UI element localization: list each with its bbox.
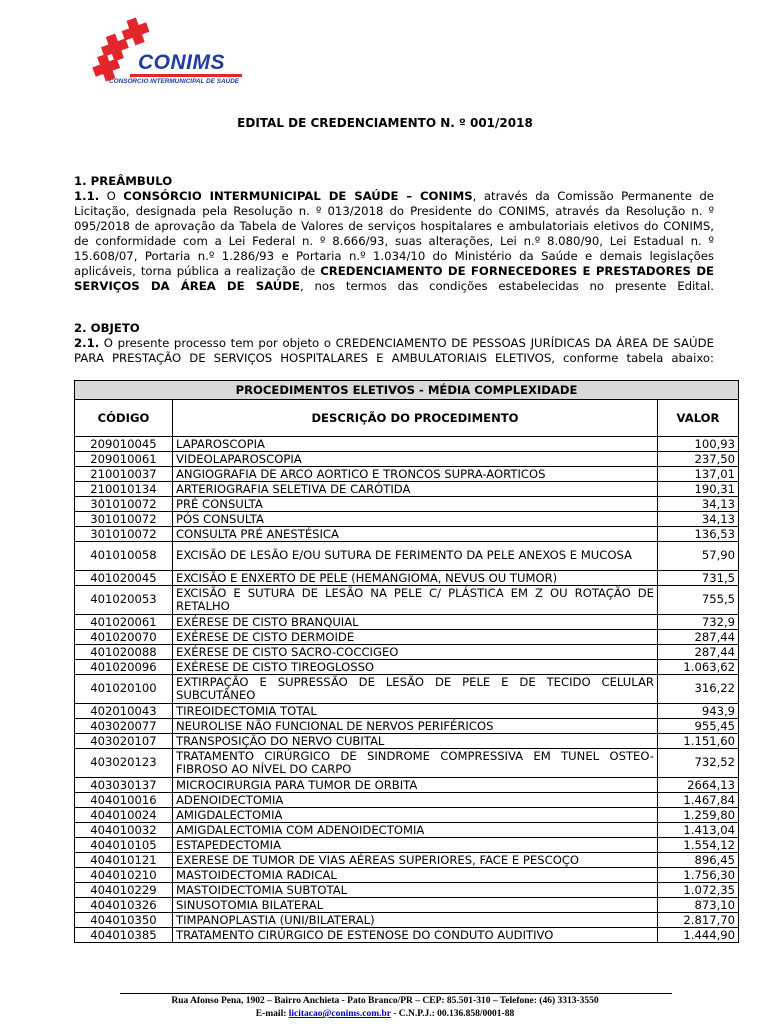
row-code: 403030137	[75, 778, 173, 793]
row-value: 287,44	[658, 645, 739, 660]
row-code: 404010024	[75, 808, 173, 823]
row-value: 136,53	[658, 527, 739, 542]
row-code: 401020070	[75, 630, 173, 645]
section-1-text-a: O	[99, 189, 124, 203]
section-2-heading: 2. OBJETO	[74, 321, 140, 335]
row-description: EXCISÃO E ENXERTO DE PELE (HEMANGIOMA, NEVUS OU TUMOR)	[173, 571, 658, 586]
row-code: 403020123	[75, 749, 173, 778]
table-row	[75, 497, 739, 512]
table-row	[75, 749, 739, 778]
table-row	[75, 808, 739, 823]
row-description: MICROCIRURGIA PARA TUMOR DE ORBITA	[173, 778, 658, 793]
section-1-number: 1.1.	[74, 189, 100, 203]
row-code: 401020053	[75, 586, 173, 615]
row-value: 316,22	[658, 675, 739, 704]
row-value: 190,31	[658, 482, 739, 497]
row-code: 210010134	[75, 482, 173, 497]
row-value: 287,44	[658, 630, 739, 645]
row-value: 100,93	[658, 437, 739, 452]
table-row	[75, 512, 739, 527]
table-row	[75, 571, 739, 586]
logo-name: CONIMS	[138, 51, 225, 74]
row-value: 1.467,84	[658, 793, 739, 808]
section-1-text-b: , através da Comissão Permanente de Licitação, designada pela Resolução n. º 013/2018 do Presidente do CONIMS, através da Resolução n. º 095/2018 de aprovação da Tabela de Valores de serviços hospitalares e ambulatoriais eletivos do CONIMS, de conformidade com a Lei Federal n. º 8.666/93, suas alterações, Lei n.º 8.080/90, Lei Estadual n. º 15.608/07, Portaria n.º 1.286/93 e Portaria n.º 1.034/10 do Ministério da Saúde e demais legislações aplicáveis, torna pública a realização de	[74, 189, 714, 278]
row-description: VIDEOLAPAROSCOPIA	[173, 452, 658, 467]
row-value: 755,5	[658, 586, 739, 615]
row-code: 404010350	[75, 913, 173, 928]
row-description: ADENOIDECTOMIA	[173, 793, 658, 808]
row-value: 137,01	[658, 467, 739, 482]
row-value: 732,9	[658, 615, 739, 630]
row-description: EXÉRESE DE CISTO BRANQUIAL	[173, 615, 658, 630]
row-description: AMIGDALECTOMIA	[173, 808, 658, 823]
row-description: EXTIRPAÇÃO E SUPRESSÃO DE LESÃO DE PELE E DE TECIDO CELULAR SUBCUTÂNEO	[173, 675, 658, 704]
row-value: 34,13	[658, 497, 739, 512]
row-description: ESTAPEDECTOMIA	[173, 838, 658, 853]
row-description: TIMPANOPLASTIA (UNI/BILATERAL)	[173, 913, 658, 928]
row-description: MASTOIDECTOMIA SUBTOTAL	[173, 883, 658, 898]
footer-email-link[interactable]: licitacao@conims.com.br	[288, 1009, 391, 1019]
row-value: 731,5	[658, 571, 739, 586]
row-value: 955,45	[658, 719, 739, 734]
row-description: EXÉRESE DE CISTO SACRO-COCCIGEO	[173, 645, 658, 660]
row-value: 1.063,62	[658, 660, 739, 675]
table-row	[75, 437, 739, 452]
row-code: 404010210	[75, 868, 173, 883]
row-value: 732,52	[658, 749, 739, 778]
header-description: DESCRIÇÃO DO PROCEDIMENTO	[173, 400, 658, 437]
table-body	[75, 437, 739, 943]
section-1-heading: 1. PREÂMBULO	[74, 174, 173, 188]
header-value: VALOR	[658, 400, 739, 437]
row-value: 1.259,80	[658, 808, 739, 823]
row-code: 404010121	[75, 853, 173, 868]
row-description: AMIGDALECTOMIA COM ADENOIDECTOMIA	[173, 823, 658, 838]
table-row	[75, 793, 739, 808]
table-row	[75, 660, 739, 675]
table-row	[75, 883, 739, 898]
procedures-table	[74, 380, 739, 943]
table-row	[75, 542, 739, 571]
table-row	[75, 630, 739, 645]
table-title: PROCEDIMENTOS ELETIVOS - MÉDIA COMPLEXIDADE	[75, 381, 739, 400]
row-code: 401020061	[75, 615, 173, 630]
row-value: 1.151,60	[658, 734, 739, 749]
table-row	[75, 586, 739, 615]
row-description: TRANSPOSIÇÃO DO NERVO CUBITAL	[173, 734, 658, 749]
table-row	[75, 868, 739, 883]
row-code: 401020096	[75, 660, 173, 675]
logo-subtitle: CONSÓRCIO INTERMUNICIPAL DE SAÚDE	[109, 78, 240, 85]
row-value: 57,90	[658, 542, 739, 571]
row-description: EXCISÃO E SUTURA DE LESÃO NA PELE C/ PLÁSTICA EM Z OU ROTAÇÃO DE RETALHO	[173, 586, 658, 615]
row-code: 404010326	[75, 898, 173, 913]
row-code: 404010016	[75, 793, 173, 808]
table-row	[75, 615, 739, 630]
table-row	[75, 452, 739, 467]
row-code: 404010385	[75, 928, 173, 943]
header-code: CÓDIGO	[75, 400, 173, 437]
row-description: TIREOIDECTOMIA TOTAL	[173, 704, 658, 719]
footer-address: Rua Afonso Pena, 1902 – Bairro Anchieta - Pato Branco/PR – CEP: 85.501-310 – Telefone: (46) 3313-3550	[171, 996, 599, 1006]
row-code: 404010229	[75, 883, 173, 898]
footer-cnpj: - C.N.P.J.: 00.136.858/0001-88	[390, 1009, 515, 1019]
table-row	[75, 467, 739, 482]
row-description: EXERESE DE TUMOR DE VIAS AÉREAS SUPERIORES, FACE E PESCOÇO	[173, 853, 658, 868]
table-row	[75, 645, 739, 660]
table-row	[75, 734, 739, 749]
row-value: 896,45	[658, 853, 739, 868]
row-description: EXÉRESE DE CISTO TIREOGLOSSO	[173, 660, 658, 675]
row-description: SINUSOTOMIA BILATERAL	[173, 898, 658, 913]
row-code: 404010032	[75, 823, 173, 838]
row-value: 2664,13	[658, 778, 739, 793]
row-description: NEUROLISE NÃO FUNCIONAL DE NERVOS PERIFÉRICOS	[173, 719, 658, 734]
table-row	[75, 928, 739, 943]
row-value: 1.756,30	[658, 868, 739, 883]
row-description: TRATAMENTO CIRÚRGICO DE ESTENOSE DO CONDUTO AUDITIVO	[173, 928, 658, 943]
row-value: 237,50	[658, 452, 739, 467]
row-code: 210010037	[75, 467, 173, 482]
document-title: EDITAL DE CREDENCIAMENTO N. º 001/2018	[237, 116, 533, 130]
row-description: PÓS CONSULTA	[173, 512, 658, 527]
row-code: 403020077	[75, 719, 173, 734]
table-row	[75, 778, 739, 793]
row-value: 943,9	[658, 704, 739, 719]
row-value: 873,10	[658, 898, 739, 913]
row-code: 301010072	[75, 527, 173, 542]
table-row	[75, 482, 739, 497]
table-row	[75, 823, 739, 838]
table-row	[75, 838, 739, 853]
table-row	[75, 913, 739, 928]
table-row	[75, 704, 739, 719]
table-row	[75, 853, 739, 868]
footer-email-label: E-mail:	[255, 1009, 289, 1019]
row-code: 401020100	[75, 675, 173, 704]
row-value: 1.444,90	[658, 928, 739, 943]
section-1-credenciamento: CREDENCIAMENTO DE FORNECEDORES E PRESTADORES DE SERVIÇOS DA ÁREA DE SAÚDE	[74, 264, 715, 293]
row-value: 1.413,04	[658, 823, 739, 838]
table-row	[75, 675, 739, 704]
section-2-text: O presente processo tem por objeto o CREDENCIAMENTO DE PESSOAS JURÍDICAS DA ÁREA DE SAÚDE PARA PRESTAÇÃO DE SERVIÇOS HOSPITALARES E AMBULATORIAIS ELETIVOS, conforme tabela abaixo:	[74, 336, 714, 365]
row-code: 401020088	[75, 645, 173, 660]
row-code: 403020107	[75, 734, 173, 749]
section-1-paragraph	[74, 189, 714, 294]
row-description: PRÉ CONSULTA	[173, 497, 658, 512]
row-description: LAPAROSCOPIA	[173, 437, 658, 452]
table-row	[75, 898, 739, 913]
row-value: 2.817,70	[658, 913, 739, 928]
table-row	[75, 719, 739, 734]
row-description: CONSULTA PRÉ ANESTÉSICA	[173, 527, 658, 542]
footer-divider	[120, 993, 672, 994]
section-2-paragraph	[74, 336, 714, 366]
section-2-number: 2.1.	[74, 336, 100, 350]
row-code: 209010061	[75, 452, 173, 467]
row-description: MASTOIDECTOMIA RADICAL	[173, 868, 658, 883]
row-description: EXCISÃO DE LESÃO E/OU SUTURA DE FERIMENTO DA PELE ANEXOS E MUCOSA	[173, 542, 658, 571]
row-code: 301010072	[75, 512, 173, 527]
row-value: 1.072,35	[658, 883, 739, 898]
table-row	[75, 527, 739, 542]
row-description: EXÉRESE DE CISTO DERMOIDE	[173, 630, 658, 645]
row-code: 404010105	[75, 838, 173, 853]
row-description: ANGIOGRAFIA DE ARCO AORTICO E TRONCOS SUPRA-AORTICOS	[173, 467, 658, 482]
footer-contact	[0, 1009, 770, 1019]
row-code: 401020045	[75, 571, 173, 586]
row-value: 34,13	[658, 512, 739, 527]
row-code: 209010045	[75, 437, 173, 452]
row-code: 402010043	[75, 704, 173, 719]
section-1-text-c: , nos termos das condições estabelecidas no presente Edital.	[299, 279, 714, 293]
row-description: ARTERIOGRAFIA SELETIVA DE CARÓTIDA	[173, 482, 658, 497]
row-value: 1.554,12	[658, 838, 739, 853]
section-1-entity: CONSÓRCIO INTERMUNICIPAL DE SAÚDE – CONIMS	[123, 189, 473, 203]
row-code: 301010072	[75, 497, 173, 512]
row-description: TRATAMENTO CIRÚRGICO DE SINDROME COMPRESSIVA EM TUNEL OSTEO-FIBROSO AO NÍVEL DO CARPO	[173, 749, 658, 778]
row-code: 401010058	[75, 542, 173, 571]
